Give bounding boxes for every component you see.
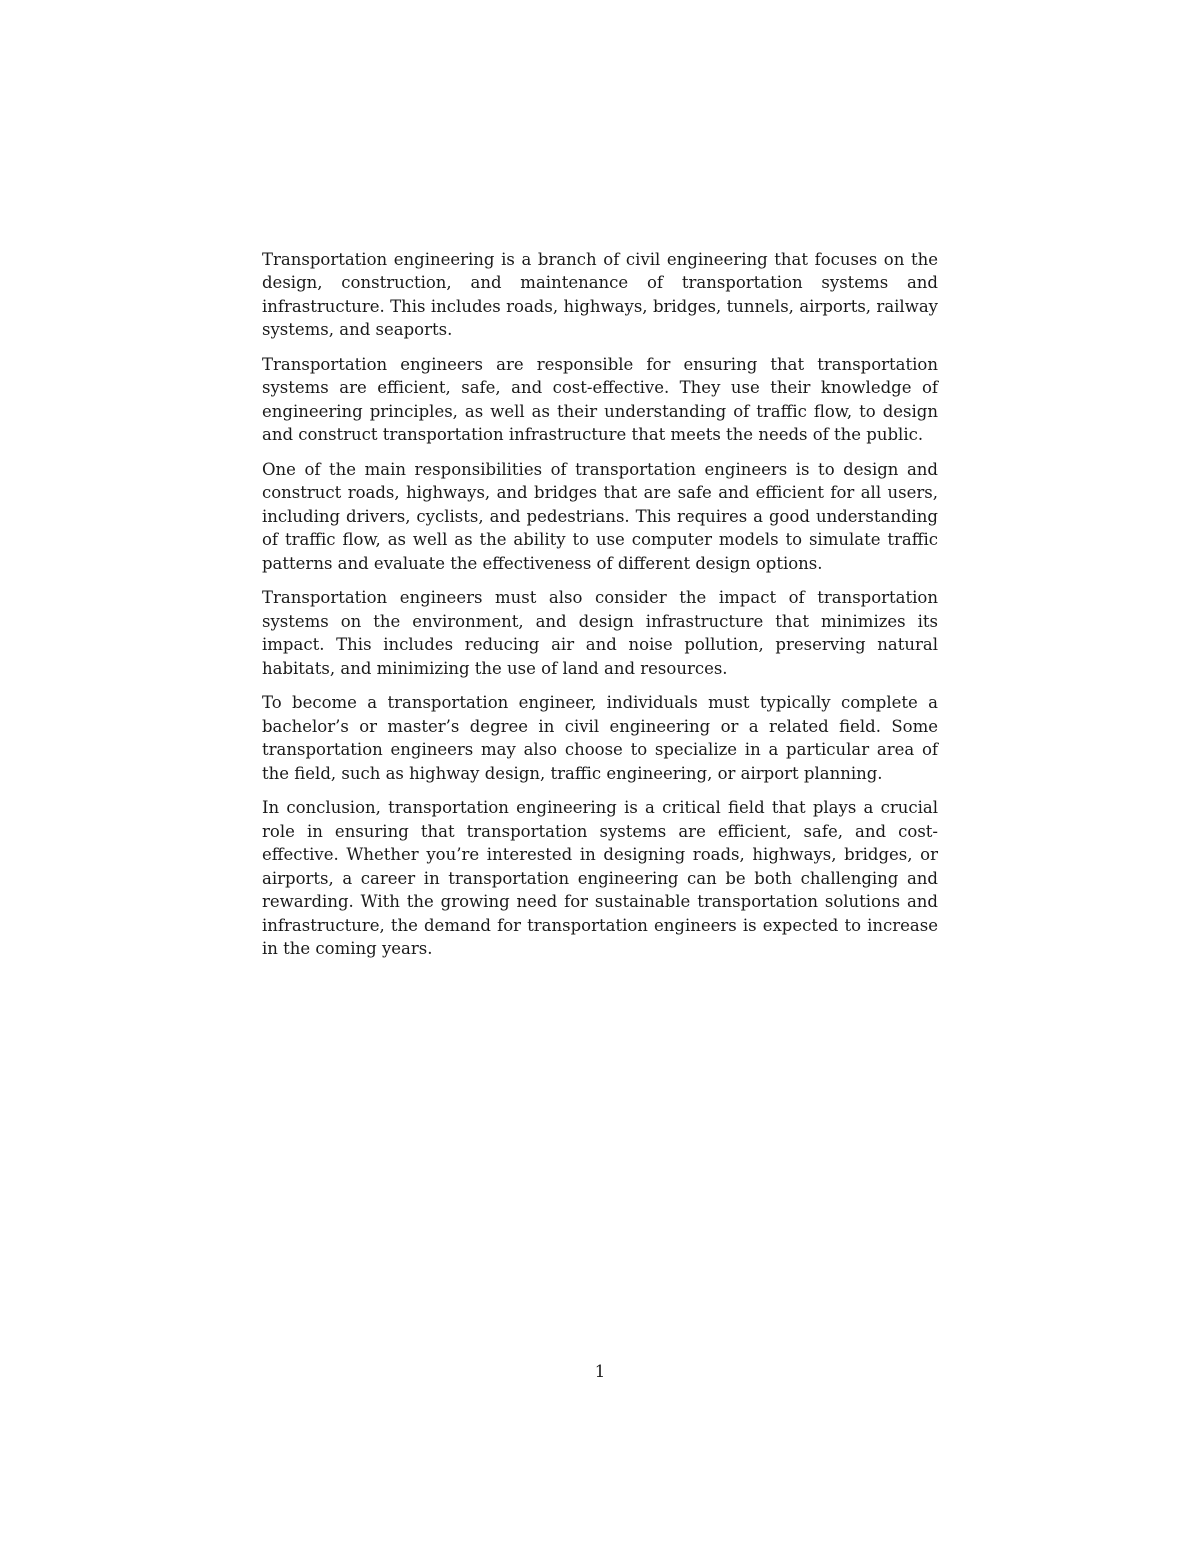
paragraph: To become a transportation engineer, individuals must typically complete a bachelor’s or master’s degree in civil engineering or a related field. Some transportation engineers may also choose to specialize in a particular area of the field, such as highway design, traffic engineering, or airport planning. bbox=[262, 693, 938, 783]
paragraph: In conclusion, transportation engineering is a critical field that plays a crucial role in ensuring that transportation systems are efficient, safe, and cost-effective. Whether you’re interested in designing roads, highways, bridges, or airports, a career in transportation engineering can be both challenging and rewarding. With the growing need for sustainable transportation solutions and infrastructure, the demand for transportation engineers is expected to increase in the coming years. bbox=[262, 798, 938, 958]
paragraph: One of the main responsibilities of transportation engineers is to design and construct roads, highways, and bridges that are safe and efficient for all users, including drivers, cyclists, and pedestrians. This requires a good understanding of traffic flow, as well as the ability to use computer models to simulate traffic patterns and evaluate the effectiveness of different design options. bbox=[262, 460, 938, 573]
page-number: 1 bbox=[594, 1362, 606, 1381]
paragraph: Transportation engineers are responsible for ensuring that transportation systems are efficient, safe, and cost-effective. They use their knowledge of engineering principles, as well as their understanding of traffic flow, to design and construct transportation infrastructure that meets the needs of the public. bbox=[262, 355, 938, 445]
paragraph: Transportation engineers must also consider the impact of transportation systems on the environment, and design infrastructure that minimizes its impact. This includes reducing air and noise pollution, preserving natural habitats, and minimizing the use of land and resources. bbox=[262, 588, 938, 678]
paragraph: Transportation engineering is a branch of civil engineering that focuses on the design, construction, and maintenance of transportation systems and infrastructure. This includes roads, highways, bridges, tunnels, airports, railway systems, and seaports. bbox=[262, 250, 938, 340]
body-text bbox=[262, 248, 938, 972]
